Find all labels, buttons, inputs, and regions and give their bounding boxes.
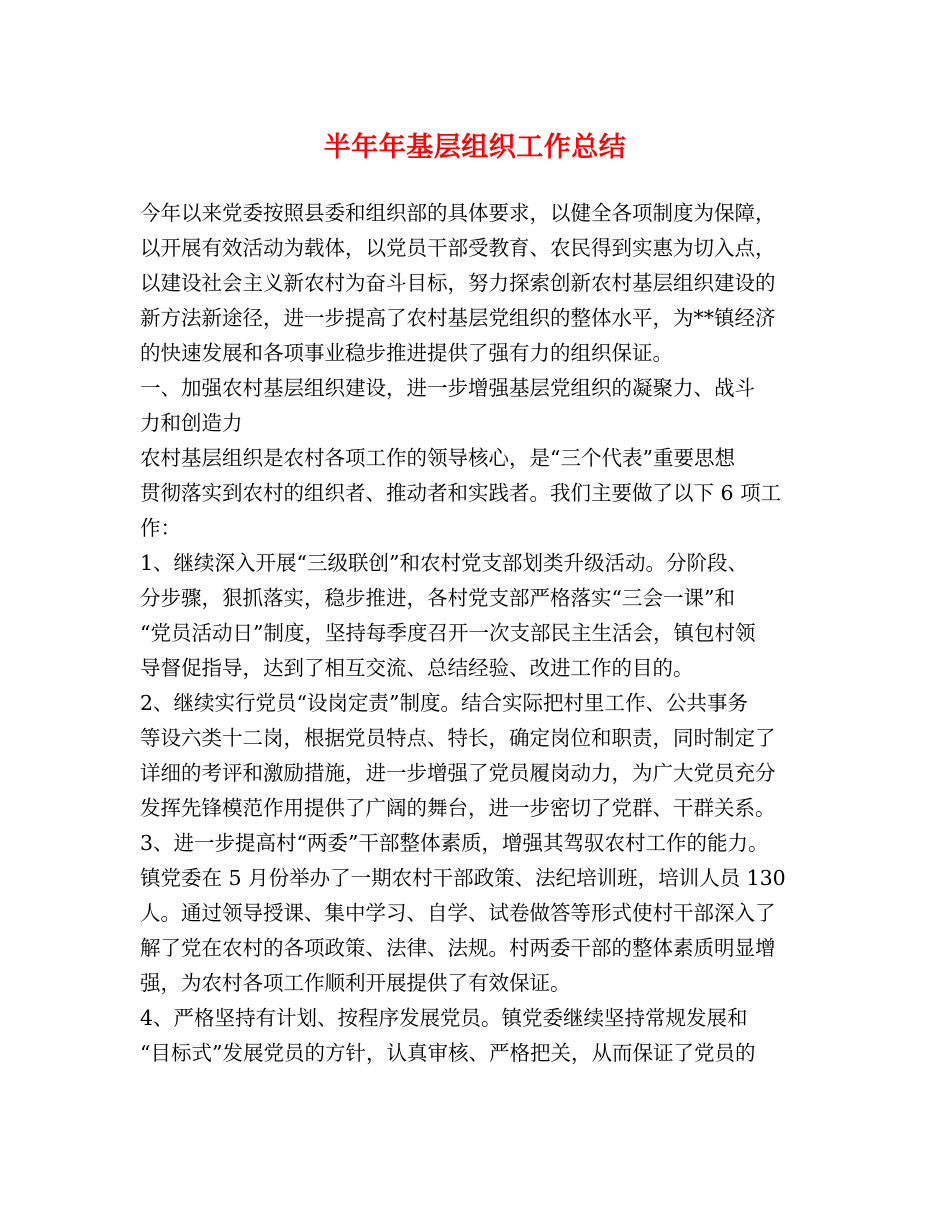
- document-body: [140, 196, 840, 1071]
- body-line: 人。通过领导授课、集中学习、自学、试卷做答等形式使村干部深入了: [140, 901, 776, 925]
- body-line: 以建设社会主义新农村为奋斗目标，努力探索创新农村基层组织建设的: [140, 271, 776, 295]
- section-heading: 一、加强农村基层组织建设，进一步增强基层党组织的凝聚力、战斗: [140, 376, 755, 400]
- body-line: 贯彻落实到农村的组织者、推动者和实践者。我们主要做了以下 6 项工: [140, 481, 782, 505]
- body-line: 导督促指导，达到了相互交流、总结经验、改进工作的目的。: [140, 656, 694, 680]
- body-line: 作：: [140, 516, 181, 540]
- body-line: 新方法新途径，进一步提高了农村基层党组织的整体水平，为**镇经济: [140, 306, 776, 330]
- body-line: 等设六类十二岗，根据党员特点、特长，确定岗位和职责，同时制定了: [140, 726, 776, 750]
- document-title: 半年年基层组织工作总结: [323, 132, 627, 163]
- body-line: 强，为农村各项工作顺利开展提供了有效保证。: [140, 971, 571, 995]
- body-line: “目标式”发展党员的方针，认真审核、严格把关，从而保证了党员的: [140, 1041, 756, 1065]
- body-line: 镇党委在 5 月份举办了一期农村干部政策、法纪培训班，培训人员 130: [140, 866, 786, 890]
- body-line: “党员活动日”制度，坚持每季度召开一次支部民主生活会，镇包村领: [140, 621, 756, 645]
- body-line: 详细的考评和激励措施，进一步增强了党员履岗动力，为广大党员充分: [140, 761, 776, 785]
- body-line: 发挥先锋模范作用提供了广阔的舞台，进一步密切了党群、干群关系。: [140, 796, 776, 820]
- body-line: 1、继续深入开展“三级联创”和农村党支部划类升级活动。分阶段、: [140, 551, 749, 575]
- body-line: 分步骤，狠抓落实，稳步推进，各村党支部严格落实“三会一课”和: [140, 586, 735, 610]
- body-line: 的快速发展和各项事业稳步推进提供了强有力的组织保证。: [140, 341, 673, 365]
- body-line: 农村基层组织是农村各项工作的领导核心，是“三个代表”重要思想: [140, 446, 735, 470]
- body-line: 解了党在农村的各项政策、法律、法规。村两委干部的整体素质明显增: [140, 936, 776, 960]
- body-line: 以开展有效活动为载体，以党员干部受教育、农民得到实惠为切入点，: [140, 236, 776, 260]
- body-line: 3、进一步提高村“两委”干部整体素质，增强其驾驭农村工作的能力。: [140, 831, 769, 855]
- body-line: 4、严格坚持有计划、按程序发展党员。镇党委继续坚持常规发展和: [140, 1006, 748, 1030]
- section-heading: 力和创造力: [140, 411, 243, 435]
- body-line: 今年以来党委按照县委和组织部的具体要求，以健全各项制度为保障，: [140, 201, 776, 225]
- body-line: 2、继续实行党员“设岗定责”制度。结合实际把村里工作、公共事务: [140, 691, 749, 715]
